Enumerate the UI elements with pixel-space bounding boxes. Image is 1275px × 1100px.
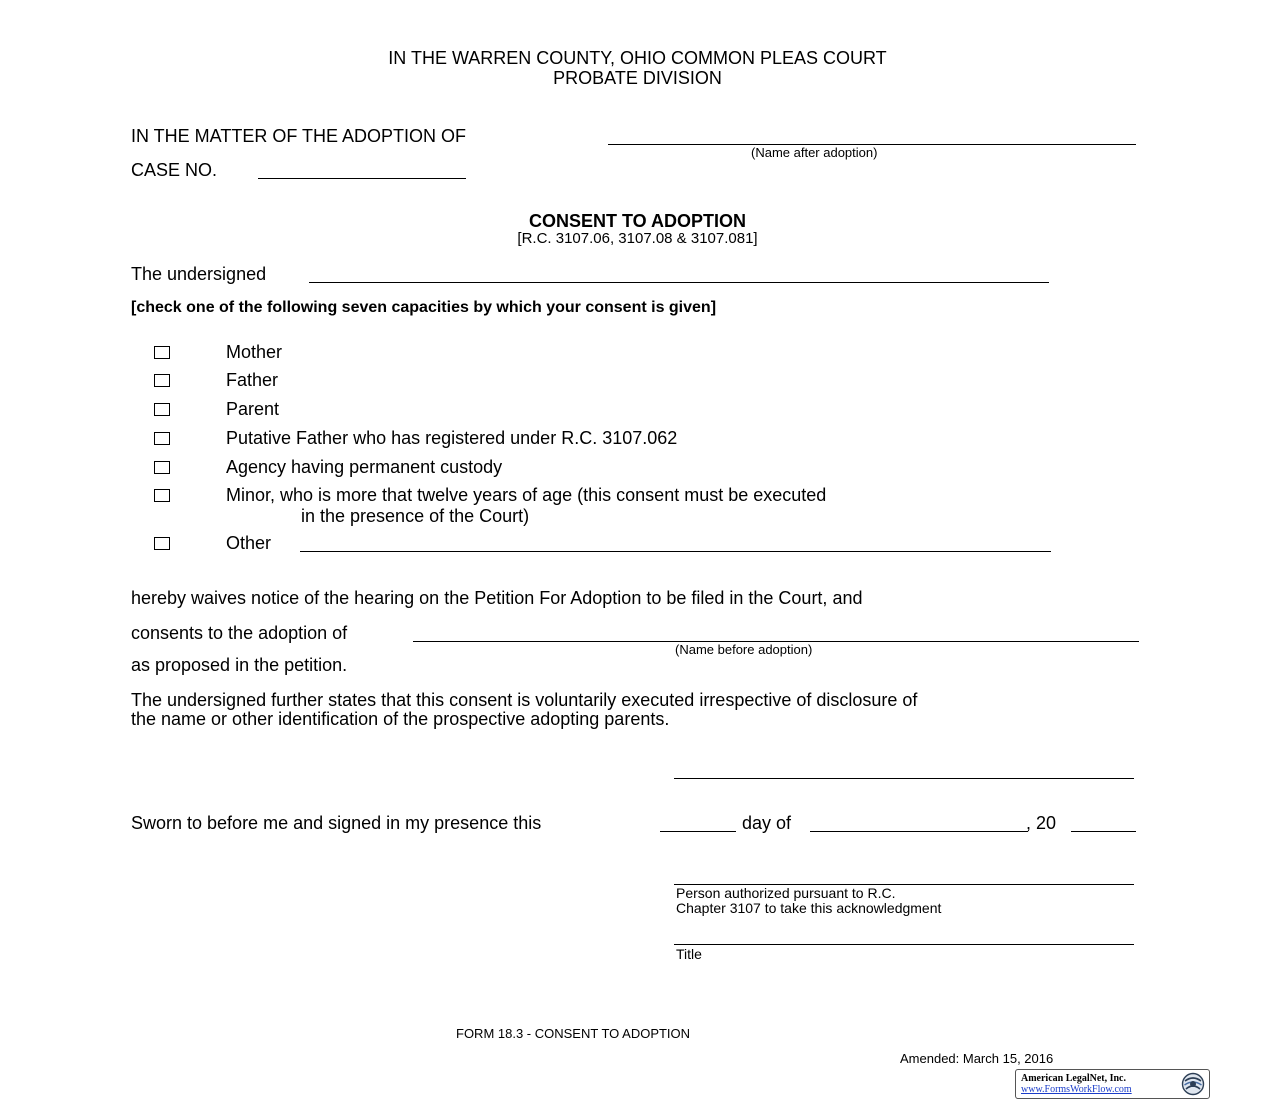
capacity-label: Putative Father who has registered under R.C. 3107.062 [226, 428, 678, 448]
case-number-label: CASE NO. [131, 160, 218, 180]
court-name: IN THE WARREN COUNTY, OHIO COMMON PLEAS COURT [388, 48, 887, 68]
statement-line-1: The undersigned further states that this consent is voluntarily executed irrespective of disclosure of [131, 690, 918, 710]
sworn-year-field[interactable] [1071, 831, 1136, 832]
adoption-matter-label: IN THE MATTER OF THE ADOPTION OF [131, 126, 467, 146]
undersigned-label: The undersigned [131, 264, 267, 284]
other-checkbox[interactable] [154, 537, 170, 550]
globe-icon [1181, 1072, 1205, 1096]
logo-company-name: American LegalNet, Inc. [1021, 1073, 1126, 1084]
capacity-label: Minor, who is more that twelve years of age (this consent must be executed [226, 485, 827, 505]
capacity-label: Mother [226, 342, 283, 362]
name-before-adoption-hint: (Name before adoption) [675, 642, 813, 657]
sworn-month-field[interactable] [810, 831, 1028, 832]
other-capacity-field[interactable] [300, 551, 1051, 552]
year-prefix: , 20 [1026, 813, 1057, 833]
capacity-label: Agency having permanent custody [226, 457, 503, 477]
minor-continuation: in the presence of the Court) [301, 506, 530, 526]
american-legalnet-logo[interactable] [1015, 1069, 1210, 1099]
sworn-day-field[interactable] [660, 831, 736, 832]
signature-field[interactable] [674, 778, 1134, 779]
capacity-label: Other [226, 533, 272, 553]
form-title: CONSENT TO ADOPTION [528, 211, 746, 231]
consent-label: consents to the adoption of [131, 623, 348, 643]
logo-url-link[interactable]: www.FormsWorkFlow.com [1021, 1084, 1132, 1095]
case-number-field[interactable] [258, 178, 466, 179]
undersigned-name-field[interactable] [309, 282, 1049, 283]
statute-reference: [R.C. 3107.06, 3107.08 & 3107.081] [517, 230, 758, 247]
sworn-prefix: Sworn to before me and signed in my presence this [131, 813, 542, 833]
minor-checkbox[interactable] [154, 489, 170, 502]
as-proposed-text: as proposed in the petition. [131, 655, 348, 675]
statement-line-2: the name or other identification of the prospective adopting parents. [131, 709, 670, 729]
capacity-label: Parent [226, 399, 280, 419]
capacity-instruction: [check one of the following seven capacities by which your consent is given] [131, 299, 717, 316]
authorized-person-line-2: Chapter 3107 to take this acknowledgment [676, 900, 942, 916]
mother-checkbox[interactable] [154, 346, 170, 359]
agency-checkbox[interactable] [154, 461, 170, 474]
parent-checkbox[interactable] [154, 403, 170, 416]
amended-date: Amended: March 15, 2016 [900, 1051, 1054, 1066]
capacity-label: Father [226, 370, 279, 390]
name-after-adoption-hint: (Name after adoption) [751, 145, 878, 160]
title-field[interactable] [674, 944, 1134, 945]
form-footer: FORM 18.3 - CONSENT TO ADOPTION [456, 1026, 691, 1041]
title-label: Title [676, 946, 702, 962]
day-of-label: day of [742, 813, 792, 833]
putative-father-checkbox[interactable] [154, 432, 170, 445]
waiver-text: hereby waives notice of the hearing on the Petition For Adoption to be filed in the Court, and [131, 588, 863, 608]
division-name: PROBATE DIVISION [553, 68, 722, 88]
father-checkbox[interactable] [154, 374, 170, 387]
authorized-person-line-1: Person authorized pursuant to R.C. [676, 885, 896, 901]
